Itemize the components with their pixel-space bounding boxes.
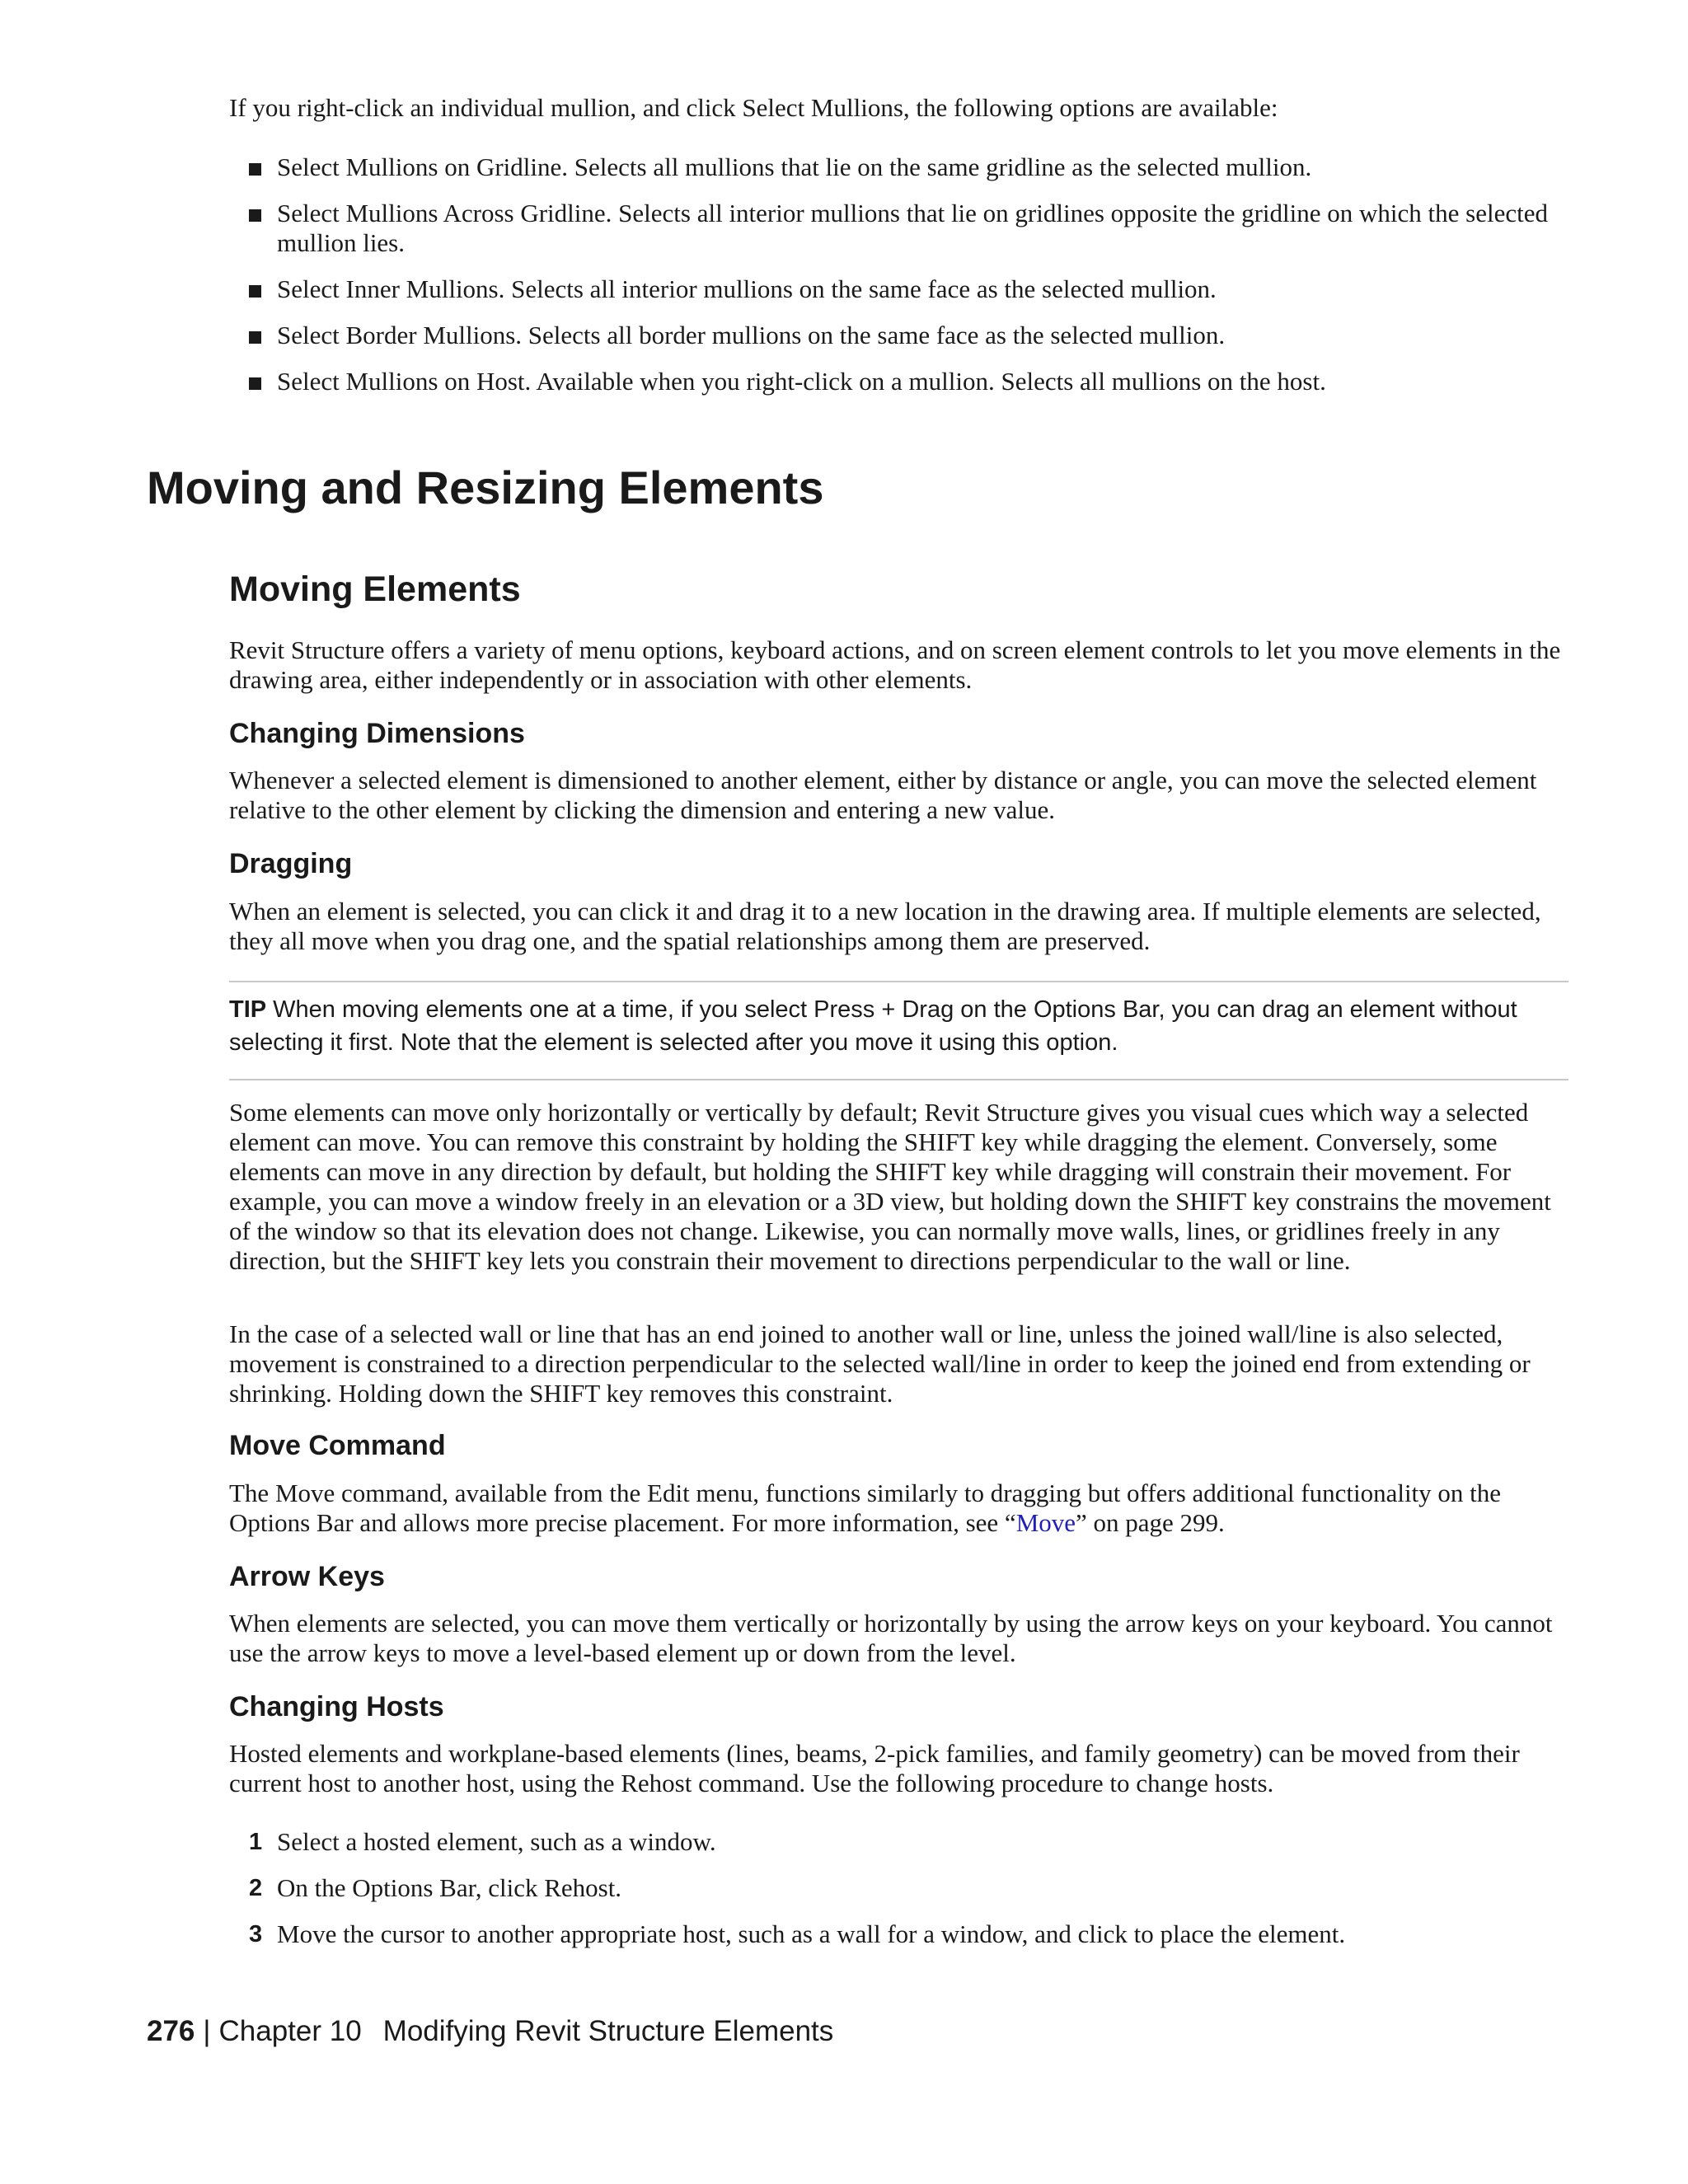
changing-dimensions-paragraph: Whenever a selected element is dimensioned to another element, either by distance or angle, you can move the selected element relative to the other element by clicking the dimension and entering a new value. bbox=[229, 766, 1537, 824]
intro-paragraph: If you right-click an individual mullion, and click Select Mullions, the following options are available: bbox=[229, 93, 1278, 122]
arrow-keys-paragraph: When elements are selected, you can move them vertically or horizontally by using the arrow keys on your keyboard. You cannot use the arrow keys to move a level-based element up or down from the level. bbox=[229, 1609, 1553, 1667]
step-item: 1 Select a hosted element, such as a window. bbox=[249, 1827, 716, 1856]
arrow-keys-heading: Arrow Keys bbox=[229, 1561, 385, 1592]
step-number: 1 bbox=[249, 1829, 263, 1855]
constraint-paragraph: Some elements can move only horizontally or vertically by default; Revit Structure gives you visual cues which way a selected element can move. You can remove this constraint by holding the SHIFT key while dragging the element. Conversely, some elements can move in any direction by default, but holding the SHIFT key while dragging will constrain their movement. For example, you can move a window freely in an elevation or a 3D view, but holding down the SHIFT key constrains the movement of the window so that its elevation does not change. Likewise, you can normally move walls, lines, or gridlines freely in any direction, but the SHIFT key lets you constrain their movement to directions perpendicular to the wall or line. bbox=[229, 1098, 1551, 1275]
list-item: Select Inner Mullions. Selects all interior mullions on the same face as the selected mullion. bbox=[249, 274, 1568, 304]
step-number: 2 bbox=[249, 1875, 263, 1901]
bullet-square-icon bbox=[249, 331, 261, 344]
list-item: Select Mullions on Host. Available when you right-click on a mullion. Selects all mullions on the host. bbox=[249, 367, 1568, 396]
section-heading: Moving and Resizing Elements bbox=[147, 462, 824, 513]
tip-bottom-divider bbox=[229, 1079, 1568, 1080]
joined-wall-paragraph: In the case of a selected wall or line that has an end joined to another wall or line, unless the joined wall/line is also selected, movement is constrained to a direction perpendicular to the selected wall/line in order to keep the joined end from extending or shrinking. Holding down the SHIFT key removes this constraint. bbox=[229, 1319, 1531, 1408]
page-number: 276 bbox=[147, 2015, 195, 2047]
changing-hosts-heading: Changing Hosts bbox=[229, 1691, 444, 1722]
bullet-square-icon bbox=[249, 163, 261, 176]
chapter-title: Modifying Revit Structure Elements bbox=[382, 2015, 834, 2047]
move-command-paragraph: The Move command, available from the Edit menu, functions similarly to dragging but offers additional functionality on the Options Bar and allows more precise placement. For more information, see “Move” on page 299. bbox=[229, 1479, 1502, 1537]
moving-intro-paragraph: Revit Structure offers a variety of menu options, keyboard actions, and on screen element controls to let you move elements in the drawing area, either independently or in association with other elements. bbox=[229, 635, 1561, 694]
dragging-heading: Dragging bbox=[229, 848, 353, 879]
chapter-label: Chapter 10 bbox=[218, 2015, 362, 2047]
mullion-options-list bbox=[249, 152, 1568, 396]
tip-text: When moving elements one at a time, if you select Press + Drag on the Options Bar, you can drag an element without selecting it first. Note that the element is selected after you move it using this option. bbox=[229, 996, 1517, 1056]
list-item: Select Mullions Across Gridline. Selects all interior mullions that lie on gridlines opposite the gridline on which the selected mullion lies. bbox=[249, 199, 1568, 258]
step-item: 3 Move the cursor to another appropriate host, such as a wall for a window, and click to place the element. bbox=[249, 1919, 1346, 1948]
footer-separator: | bbox=[203, 2015, 211, 2047]
bullet-square-icon bbox=[249, 285, 261, 298]
list-item: Select Border Mullions. Selects all border mullions on the same face as the selected mullion. bbox=[249, 321, 1568, 350]
subsection-heading: Moving Elements bbox=[229, 569, 521, 609]
tip-note bbox=[229, 993, 1568, 1059]
bullet-square-icon bbox=[249, 377, 261, 390]
step-item: 2 On the Options Bar, click Rehost. bbox=[249, 1873, 622, 1902]
step-number: 3 bbox=[249, 1921, 263, 1947]
list-item: Select Mullions on Gridline. Selects all mullions that lie on the same gridline as the selected mullion. bbox=[249, 152, 1568, 182]
changing-dimensions-heading: Changing Dimensions bbox=[229, 718, 525, 749]
bullet-square-icon bbox=[249, 209, 261, 222]
tip-label: TIP bbox=[229, 996, 267, 1023]
dragging-paragraph: When an element is selected, you can click it and drag it to a new location in the drawing area. If multiple elements are selected, they all move when you drag one, and the spatial relationships among them are preserved. bbox=[229, 897, 1541, 955]
move-command-heading: Move Command bbox=[229, 1430, 446, 1461]
page-footer bbox=[147, 2014, 833, 2049]
changing-hosts-paragraph: Hosted elements and workplane-based elements (lines, beams, 2-pick families, and family geometry) can be moved from their current host to another host, using the Rehost command. Use the following procedure to change hosts. bbox=[229, 1739, 1520, 1797]
move-link[interactable]: Move bbox=[1015, 1508, 1076, 1537]
rehost-steps-list bbox=[249, 1827, 1568, 1949]
tip-top-divider bbox=[229, 981, 1568, 982]
